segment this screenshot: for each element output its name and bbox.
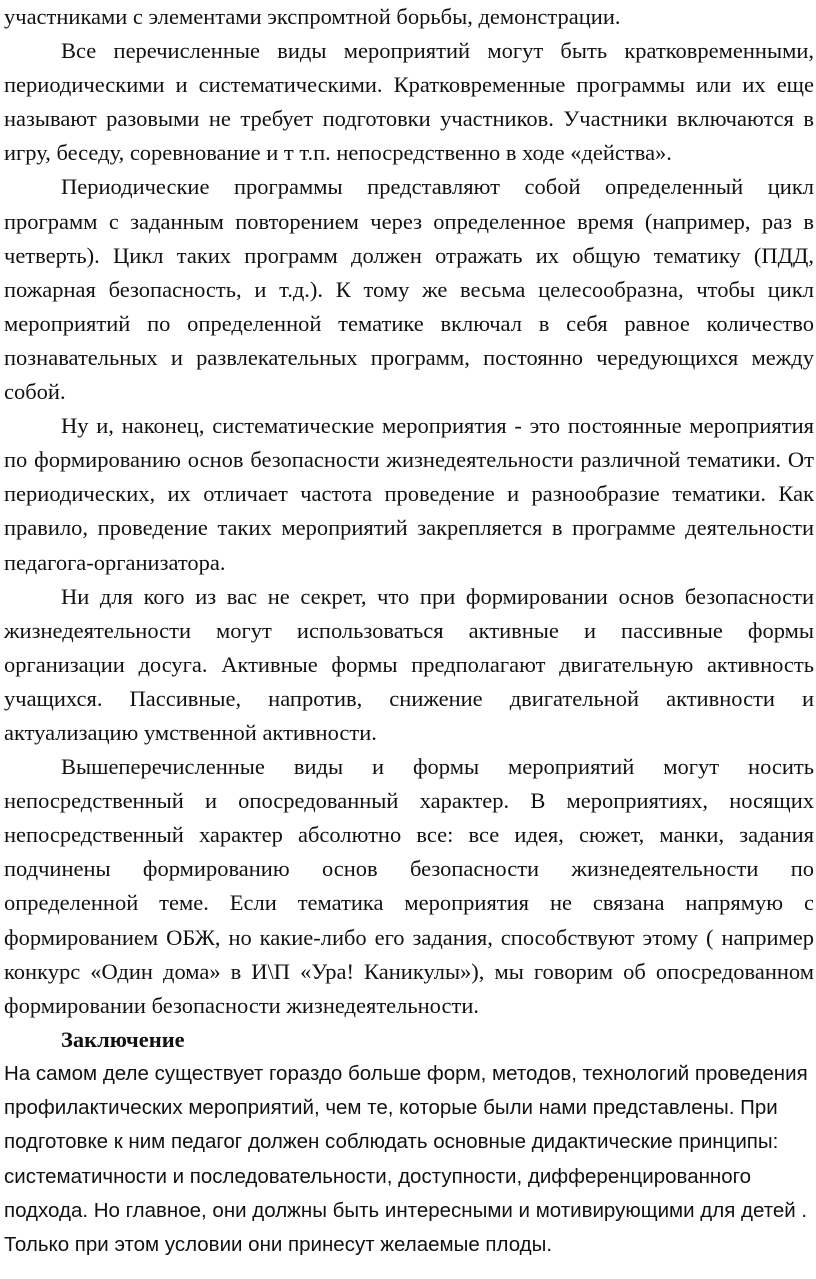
conclusion-heading: Заключение [61,1026,185,1052]
conclusion-paragraph: На самом деле существует гораздо больше форм, методов, технологий проведения профилактических мероприятий, чем те, которые были нами представлены. При подготовке к ним педагог должен соблюдать основные дидактические принципы: систематичности и последовательности, доступности, дифференцированного подхода. Но главное, они должны быть интересными и мотивирующими для детей . Только при этом условии они принесут желаемые плоды. [4,1061,808,1256]
paragraph-systematic-events: Ну и, наконец, систематические мероприятия - это постоянные мероприятия по формированию основ безопасности жизнедеятельности различной тематики. От периодических, их отличает частота проведение и разнообразие тематики. Как правило, проведение таких мероприятий закрепляется в программе деятельности педагога-организатора. [4,413,814,575]
paragraph-periodic-programs: Периодические программы представляют собой определенный цикл программ с заданным повторением через определенное время (например, раз в четверть). Цикл таких программ должен отражать их общую тематику (ПДД, пожарная безопасность, и т.д.). К тому же весьма целесообразна, чтобы цикл мероприятий по определенной тематике включал в себя равное количество познавательных и развлекательных программ, постоянно чередующихся между собой. [4,174,814,405]
paragraph-continuation: участниками с элементами экспромтной борьбы, демонстрации. [4,4,621,29]
paragraph-active-passive-forms: Ни для кого из вас не секрет, что при формировании основ безопасности жизнедеятельности могут использоваться активные и пассивные формы организации досуга. Активные формы предполагают двигательную активность учащихся. Пассивные, напротив, снижение двигательной активности и актуализацию умственной активности. [4,583,814,745]
paragraph-direct-indirect: Вышеперечисленные виды и формы мероприятий могут носить непосредственный и опосредованный характер. В мероприятиях, носящих непосредственный характер абсолютно все: все идея, сюжет, манки, задания подчинены формированию основ безопасности жизнедеятельности по определенной теме. Если тематика мероприятия не связана напрямую с формированием ОБЖ, но какие-либо его задания, способствуют этому ( например конкурс «Один дома» в И\П «Ура! Каникулы»), мы говорим об опосредованном формировании безопасности жизнедеятельности. [4,754,814,1018]
paragraph-event-types: Все перечисленные виды мероприятий могут быть кратковременными, периодическими и систематическими. Кратковременные программы или их еще называют разовыми не требует подготовки участников. Участники включаются в игру, беседу, соревнование и т т.п. непосредственно в ходе «действа». [4,38,814,166]
